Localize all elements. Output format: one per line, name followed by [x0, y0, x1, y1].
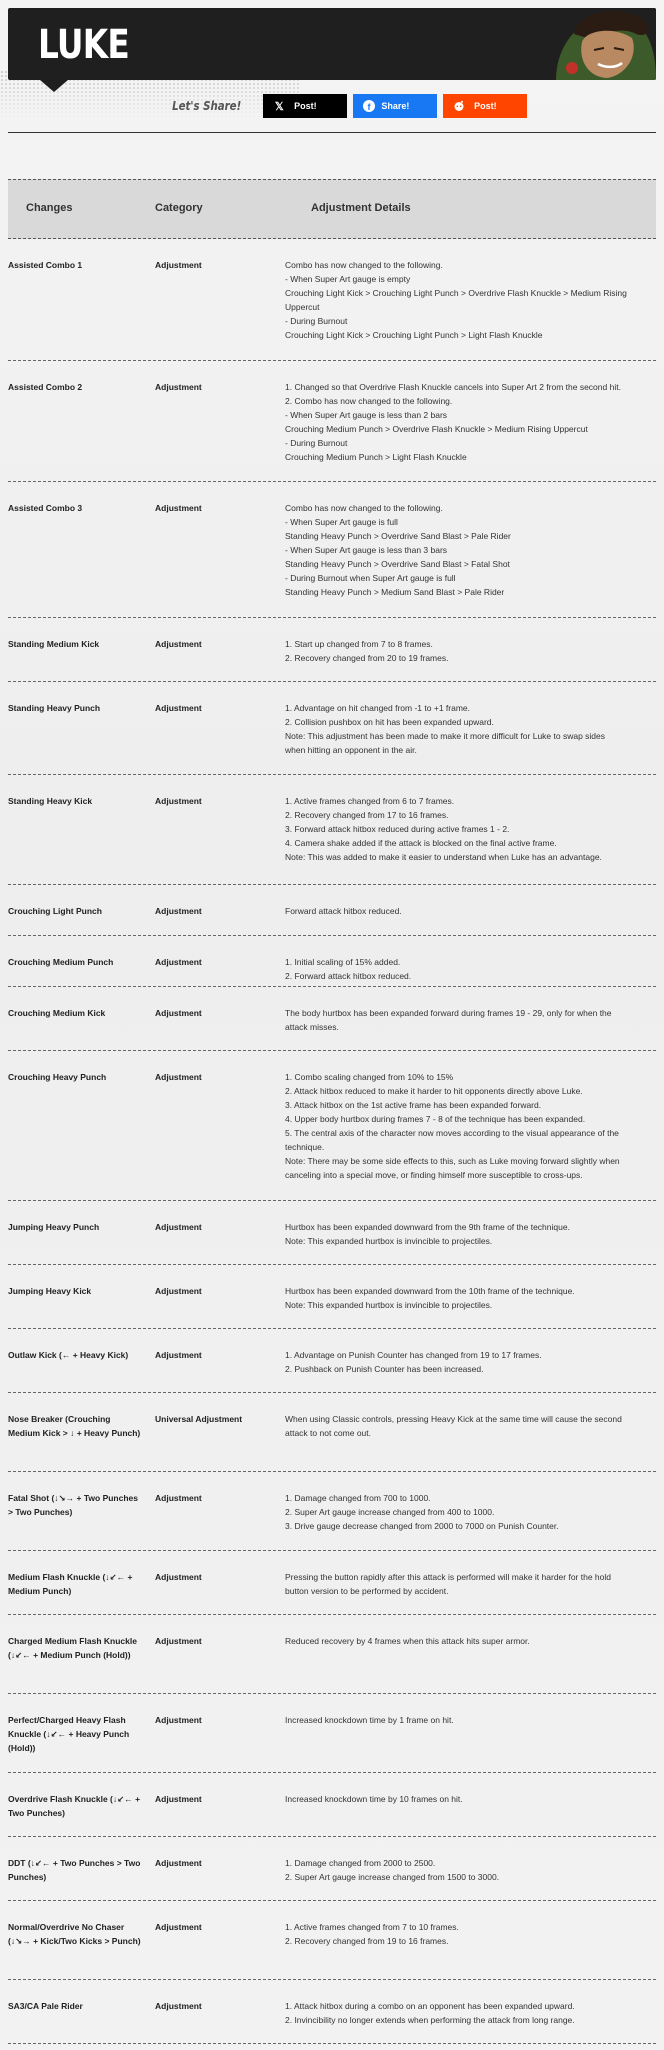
table-row [8, 618, 656, 682]
detail-line: 4. Upper body hurtbox during frames 7 - 8 of the technique has been expanded. [285, 1114, 586, 1124]
detail-line: 2. Pushback on Punish Counter has been increased. [285, 1364, 484, 1374]
share-reddit-button[interactable] [443, 94, 527, 118]
detail-line: Crouching Medium Punch > Overdrive Flash Knuckle > Medium Rising Uppercut [285, 424, 588, 434]
table-body [8, 239, 656, 2044]
column-header-changes: Changes [26, 202, 73, 214]
detail-line: Hurtbox has been expanded downward from the 10th frame of the technique. [285, 1286, 575, 1296]
detail-line: 2. Super Art gauge increase changed from 400 to 1000. [285, 1507, 495, 1517]
adjustment-details [285, 794, 655, 864]
adjustment-details [285, 1284, 655, 1312]
page-title: LUKE [38, 22, 129, 68]
detail-line: canceling into a special move, or finding himself more susceptible to cross-ups. [285, 1170, 583, 1180]
table-row [8, 482, 656, 618]
change-category: Adjustment [155, 1636, 202, 1646]
detail-line: 3. Attack hitbox on the 1st active frame has been expanded forward. [285, 1100, 542, 1110]
adjustment-details [285, 1920, 655, 1948]
change-name: Fatal Shot (↓↘→ + Two Punches > Two Punches) [8, 1493, 138, 1517]
change-name: Crouching Medium Kick [8, 1008, 106, 1018]
detail-line: - When Super Art gauge is empty [285, 274, 411, 284]
detail-line: 4. Camera shake added if the attack is blocked on the final active frame. [285, 838, 557, 848]
facebook-logo-icon [363, 100, 375, 112]
detail-line: 1. Damage changed from 2000 to 2500. [285, 1858, 436, 1868]
change-category: Adjustment [155, 503, 202, 513]
detail-line: Hurtbox has been expanded downward from the 9th frame of the technique. [285, 1222, 570, 1232]
detail-line: Standing Heavy Punch > Overdrive Sand Blast > Pale Rider [285, 531, 511, 541]
table-row [8, 936, 656, 987]
table-row [8, 1265, 656, 1329]
svg-text:f: f [367, 102, 371, 112]
table-row [8, 1551, 656, 1615]
detail-line: Standing Heavy Punch > Overdrive Sand Blast > Fatal Shot [285, 559, 510, 569]
adjustment-details [285, 1999, 655, 2027]
detail-line: 2. Recovery changed from 19 to 16 frames. [285, 1936, 449, 1946]
detail-line: 1. Damage changed from 700 to 1000. [285, 1493, 431, 1503]
table-row [8, 1051, 656, 1201]
detail-line: - During Burnout when Super Art gauge is full [285, 573, 456, 583]
change-category: Adjustment [155, 1572, 202, 1582]
adjustment-details [285, 955, 655, 983]
change-category: Adjustment [155, 1222, 202, 1232]
adjustment-details [285, 1070, 655, 1182]
change-name: Outlaw Kick (← + Heavy Kick) [8, 1350, 129, 1360]
detail-line: - During Burnout [285, 316, 348, 326]
detail-line: 3. Drive gauge decrease changed from 2000 to 7000 on Punish Counter. [285, 1521, 559, 1531]
detail-line: Increased knockdown time by 1 frame on hit. [285, 1715, 454, 1725]
table-row [8, 885, 656, 936]
x-logo-icon: 𝕏 [274, 100, 284, 113]
detail-line: Reduced recovery by 4 frames when this attack hits super armor. [285, 1636, 530, 1646]
change-name: Standing Heavy Punch [8, 703, 101, 713]
change-category: Adjustment [155, 1286, 202, 1296]
detail-line: 2. Super Art gauge increase changed from 1500 to 3000. [285, 1872, 500, 1882]
change-category: Adjustment [155, 1493, 202, 1503]
share-x-label: Post! [294, 101, 317, 111]
change-category: Adjustment [155, 2001, 202, 2011]
adjustment-details [285, 1006, 655, 1034]
change-name: DDT (↓↙← + Two Punches > Two Punches) [8, 1858, 141, 1882]
adjustment-details [285, 1220, 655, 1248]
detail-line: 2. Invincibility no longer extends when performing the attack from long range. [285, 2015, 575, 2025]
detail-line: 1. Initial scaling of 15% added. [285, 957, 401, 967]
detail-line: 1. Combo scaling changed from 10% to 15% [285, 1072, 454, 1082]
adjustment-details [285, 1348, 655, 1376]
share-facebook-button[interactable] [353, 94, 437, 118]
change-name: Normal/Overdrive No Chaser (↓↘→ + Kick/Two Kicks > Punch) [8, 1922, 141, 1946]
detail-line: Note: This expanded hurtbox is invincible to projectiles. [285, 1236, 493, 1246]
adjustment-details [285, 1412, 655, 1440]
table-row [8, 1773, 656, 1837]
adjustment-details [285, 1634, 655, 1648]
detail-line: - When Super Art gauge is less than 2 bars [285, 410, 448, 420]
change-name: Crouching Light Punch [8, 906, 102, 916]
change-name: Charged Medium Flash Knuckle (↓↙← + Medium Punch (Hold)) [8, 1636, 137, 1660]
share-x-button[interactable] [263, 94, 347, 118]
change-name: Crouching Heavy Punch [8, 1072, 107, 1082]
detail-line: 1. Active frames changed from 7 to 10 frames. [285, 1922, 459, 1932]
change-name: Standing Medium Kick [8, 639, 100, 649]
detail-line: 2. Forward attack hitbox reduced. [285, 971, 412, 981]
detail-line: 2. Collision pushbox on hit has been expanded upward. [285, 717, 494, 727]
column-header-category: Category [155, 202, 203, 214]
column-header-details: Adjustment Details [311, 202, 411, 214]
character-portrait-icon [516, 8, 656, 80]
table-row [8, 1694, 656, 1773]
detail-line: 1. Changed so that Overdrive Flash Knuckle cancels into Super Art 2 from the second hit. [285, 382, 621, 392]
detail-line: The body hurtbox has been expanded forward during frames 19 - 29, only for when the [285, 1008, 612, 1018]
detail-line: 1. Attack hitbox during a combo on an opponent has been expanded upward. [285, 2001, 575, 2011]
table-row [8, 239, 656, 361]
detail-line: Note: This was added to make it easier to understand when Luke has an advantage. [285, 852, 602, 862]
change-name: Jumping Heavy Kick [8, 1286, 92, 1296]
change-category: Adjustment [155, 1794, 202, 1804]
change-category: Adjustment [155, 382, 202, 392]
change-category: Adjustment [155, 260, 202, 270]
change-category: Universal Adjustment [155, 1414, 243, 1424]
character-banner [8, 8, 656, 80]
table-row [8, 361, 656, 482]
detail-line: Standing Heavy Punch > Medium Sand Blast > Pale Rider [285, 587, 505, 597]
detail-line: 5. The central axis of the character now moves according to the visual appearance of the [285, 1128, 619, 1138]
table-row [8, 1837, 656, 1901]
detail-line: - During Burnout [285, 438, 348, 448]
change-name: Standing Heavy Kick [8, 796, 93, 806]
detail-line: Forward attack hitbox reduced. [285, 906, 402, 916]
change-name: Assisted Combo 1 [8, 260, 83, 270]
detail-line: 1. Start up changed from 7 to 8 frames. [285, 639, 433, 649]
change-category: Adjustment [155, 957, 202, 967]
change-name: Crouching Medium Punch [8, 957, 114, 967]
detail-line: button version to be performed by accident. [285, 1586, 449, 1596]
adjustment-details [285, 637, 655, 665]
change-name: Nose Breaker (Crouching Medium Kick > ↓ + Heavy Punch) [8, 1414, 141, 1438]
table-row [8, 775, 656, 885]
header-divider [8, 132, 656, 133]
share-facebook-label: Share! [381, 101, 410, 111]
change-name: Jumping Heavy Punch [8, 1222, 100, 1232]
change-category: Adjustment [155, 796, 202, 806]
adjustment-details [285, 904, 655, 918]
change-name: SA3/CA Pale Rider [8, 2001, 83, 2011]
table-row [8, 1901, 656, 1980]
detail-line: attack misses. [285, 1022, 339, 1032]
adjustment-details [285, 1713, 655, 1727]
reddit-logo-icon [453, 100, 465, 112]
share-bar [166, 94, 527, 118]
detail-line: 1. Active frames changed from 6 to 7 frames. [285, 796, 455, 806]
detail-line: Crouching Medium Punch > Light Flash Knuckle [285, 452, 467, 462]
change-category: Adjustment [155, 1922, 202, 1932]
detail-line: when hitting an opponent in the air. [285, 745, 417, 755]
change-category: Adjustment [155, 703, 202, 713]
adjustment-details [285, 1570, 655, 1598]
table-row [8, 1201, 656, 1265]
detail-line: 3. Forward attack hitbox reduced during active frames 1 - 2. [285, 824, 510, 834]
table-header [8, 179, 656, 239]
adjustment-details [285, 1792, 655, 1806]
detail-line: 2. Recovery changed from 20 to 19 frames. [285, 653, 449, 663]
detail-line: 1. Advantage on hit changed from -1 to +1 frame. [285, 703, 470, 713]
detail-line: Note: This adjustment has been made to make it more difficult for Luke to swap sides [285, 731, 606, 741]
detail-line: - When Super Art gauge is full [285, 517, 398, 527]
table-row [8, 1472, 656, 1551]
change-category: Adjustment [155, 639, 202, 649]
share-reddit-label: Post! [474, 101, 497, 111]
table-row [8, 682, 656, 775]
detail-line: Increased knockdown time by 10 frames on hit. [285, 1794, 463, 1804]
detail-line: Crouching Light Kick > Crouching Light Punch > Light Flash Knuckle [285, 330, 543, 340]
detail-line: 2. Attack hitbox reduced to make it harder to hit opponents directly above Luke. [285, 1086, 583, 1096]
adjustment-details [285, 1491, 655, 1533]
table-row [8, 1615, 656, 1694]
detail-line: When using Classic controls, pressing Heavy Kick at the same time will cause the second [285, 1414, 622, 1424]
change-name: Perfect/Charged Heavy Flash Knuckle (↓↙← + Heavy Punch (Hold)) [8, 1715, 130, 1753]
detail-line: technique. [285, 1142, 325, 1152]
adjustments-table [8, 179, 656, 2044]
table-row [8, 1393, 656, 1472]
change-category: Adjustment [155, 1008, 202, 1018]
change-name: Medium Flash Knuckle (↓↙← + Medium Punch) [8, 1572, 133, 1596]
table-row [8, 1980, 656, 2044]
adjustment-details [285, 701, 655, 757]
change-name: Assisted Combo 2 [8, 382, 83, 392]
detail-line: Combo has now changed to the following. [285, 260, 443, 270]
detail-line: Combo has now changed to the following. [285, 503, 443, 513]
adjustment-details [285, 380, 655, 464]
change-name: Assisted Combo 3 [8, 503, 83, 513]
change-category: Adjustment [155, 1350, 202, 1360]
detail-line: Pressing the button rapidly after this attack is performed will make it harder for the hold [285, 1572, 611, 1582]
table-row [8, 987, 656, 1051]
detail-line: attack to not come out. [285, 1428, 371, 1438]
change-category: Adjustment [155, 1858, 202, 1868]
change-category: Adjustment [155, 1715, 202, 1725]
detail-line: 2. Combo has now changed to the following. [285, 396, 453, 406]
change-category: Adjustment [155, 906, 202, 916]
detail-line: Crouching Light Kick > Crouching Light Punch > Overdrive Flash Knuckle > Medium Rising Uppercut [285, 288, 627, 312]
detail-line: - When Super Art gauge is less than 3 bars [285, 545, 448, 555]
change-name: Overdrive Flash Knuckle (↓↙← + Two Punches) [8, 1794, 141, 1818]
adjustment-details [285, 501, 655, 599]
detail-line: 1. Advantage on Punish Counter has changed from 19 to 17 frames. [285, 1350, 542, 1360]
detail-line: 2. Recovery changed from 17 to 16 frames. [285, 810, 449, 820]
adjustment-details [285, 258, 655, 342]
table-row [8, 1329, 656, 1393]
detail-line: Note: This expanded hurtbox is invincible to projectiles. [285, 1300, 493, 1310]
adjustment-details [285, 1856, 655, 1884]
share-label: Let's Share! [172, 99, 242, 113]
change-category: Adjustment [155, 1072, 202, 1082]
detail-line: Note: There may be some side effects to this, such as Luke moving forward slightly when [285, 1156, 620, 1166]
